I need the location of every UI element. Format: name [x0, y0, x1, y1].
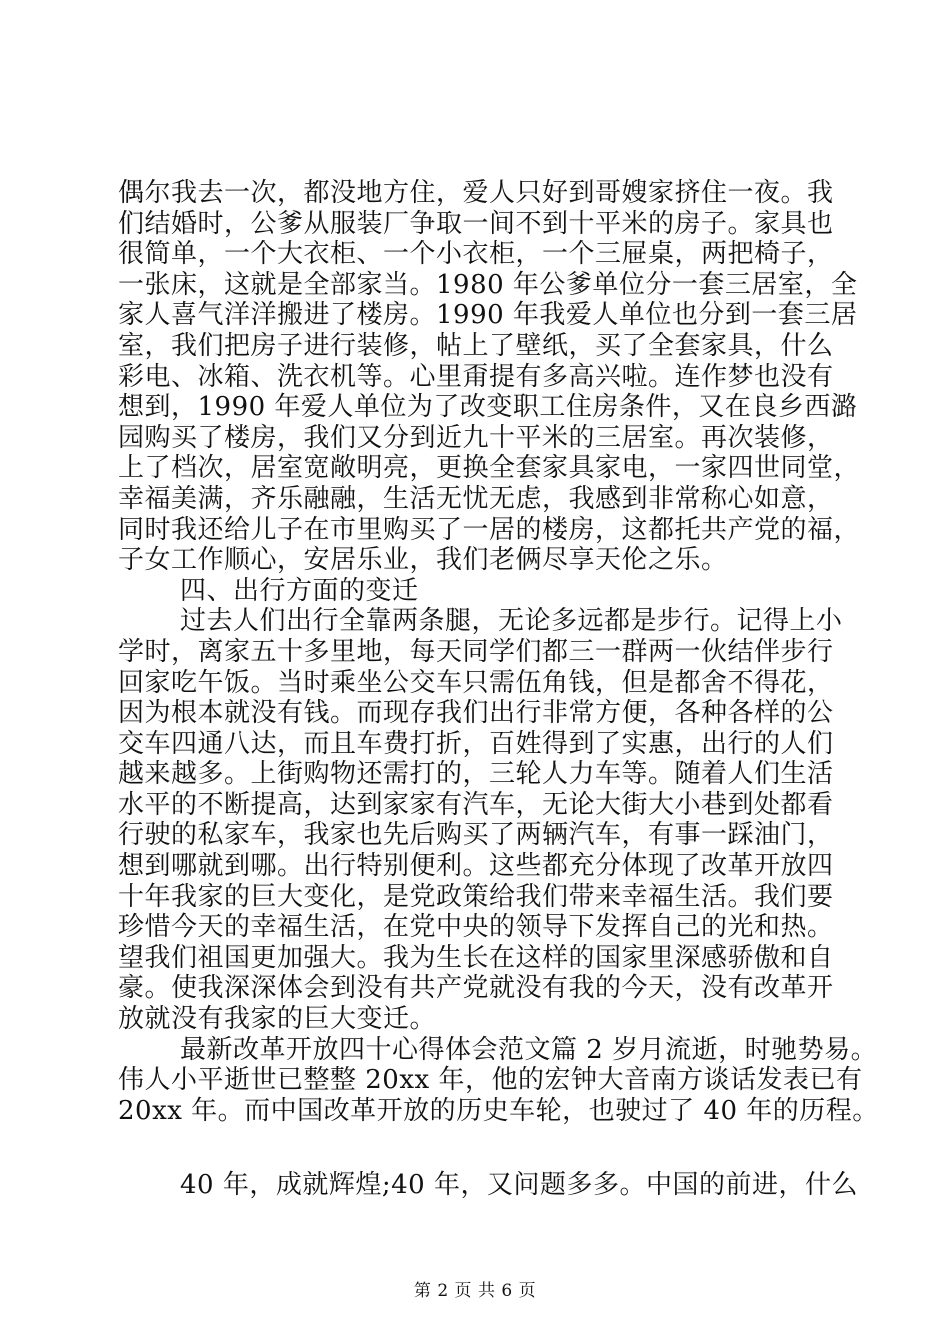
body-line: 豪。使我深深体会到没有共产党就没有我的今天，没有改革开 — [118, 973, 834, 1004]
body-line: 学时，离家五十多里地，每天同学们都三一群两一伙结伴步行 — [118, 636, 834, 667]
body-line: 子女工作顺心，安居乐业，我们老俩尽享天伦之乐。 — [118, 545, 728, 576]
section-heading: 四、出行方面的变迁 — [180, 575, 419, 606]
body-line: 十年我家的巨大变化，是党政策给我们带来幸福生活。我们要 — [118, 881, 834, 912]
body-line: 家人喜气洋洋搬进了楼房。1990 年我爱人单位也分到一套三居 — [118, 300, 858, 331]
body-line: 想到，1990 年爱人单位为了改变职工住房条件，又在良乡西潞 — [118, 392, 858, 423]
paragraph-gap — [118, 1126, 848, 1170]
body-line: 园购买了楼房，我们又分到近九十平米的三居室。再次装修， — [118, 422, 834, 453]
body-line: 一张床，这就是全部家当。1980 年公爹单位分一套三居室，全 — [118, 269, 858, 300]
body-line: 最新改革开放四十心得体会范文篇 2 岁月流逝，时驰势易。 — [180, 1034, 878, 1065]
body-line: 越来越多。上街购物还需打的，三轮人力车等。随着人们生活 — [118, 759, 834, 790]
body-line: 回家吃午饭。当时乘坐公交车只需伍角钱，但是都舍不得花， — [118, 667, 834, 698]
body-line: 上了档次，居室宽敞明亮，更换全套家具家电，一家四世同堂， — [118, 453, 861, 484]
body-line: 40 年，成就辉煌;40 年，又问题多多。中国的前进，什么 — [180, 1170, 858, 1201]
body-line: 彩电、冰箱、洗衣机等。心里甭提有多高兴啦。连作梦也没有 — [118, 361, 834, 392]
body-line: 珍惜今天的幸福生活，在党中央的领导下发挥自己的光和热。 — [118, 912, 834, 943]
body-line: 望我们祖国更加强大。我为生长在这样的国家里深感骄傲和自 — [118, 942, 834, 973]
body-line: 室，我们把房子进行装修，帖上了壁纸，买了全套家具，什么 — [118, 330, 834, 361]
body-line: 们结婚时，公爹从服装厂争取一间不到十平米的房子。家具也 — [118, 208, 834, 239]
body-line: 行驶的私家车，我家也先后购买了两辆汽车，有事一踩油门， — [118, 820, 834, 851]
body-line: 很简单，一个大衣柜、一个小衣柜，一个三屉桌，两把椅子， — [118, 239, 834, 270]
body-line: 想到哪就到哪。出行特别便利。这些都充分体现了改革开放四 — [118, 851, 834, 882]
body-line: 水平的不断提高，达到家家有汽车，无论大街大小巷到处都看 — [118, 789, 834, 820]
body-line: 因为根本就没有钱。而现存我们出行非常方便，各种各样的公 — [118, 698, 834, 729]
document-body — [118, 178, 879, 1201]
body-line: 偶尔我去一次，都没地方住，爱人只好到哥嫂家挤住一夜。我 — [118, 178, 834, 208]
page-number: 第 2 页 共 6 页 — [413, 1281, 537, 1301]
body-line: 幸福美满，齐乐融融，生活无忧无虑，我感到非常称心如意， — [118, 483, 834, 514]
body-line: 20xx 年。而中国改革开放的历史车轮，也驶过了 40 年的历程。 — [118, 1095, 879, 1126]
body-line: 放就没有我家的巨大变迁。 — [118, 1004, 437, 1035]
body-line: 伟人小平逝世已整整 20xx 年，他的宏钟大音南方谈话发表已有 — [118, 1065, 863, 1096]
body-line: 同时我还给儿子在市里购买了一居的楼房，这都托共产党的福， — [118, 514, 861, 545]
body-line: 过去人们出行全靠两条腿，无论多远都是步行。记得上小 — [180, 606, 843, 637]
body-line: 交车四通八达，而且车费打折，百姓得到了实惠，出行的人们 — [118, 728, 834, 759]
